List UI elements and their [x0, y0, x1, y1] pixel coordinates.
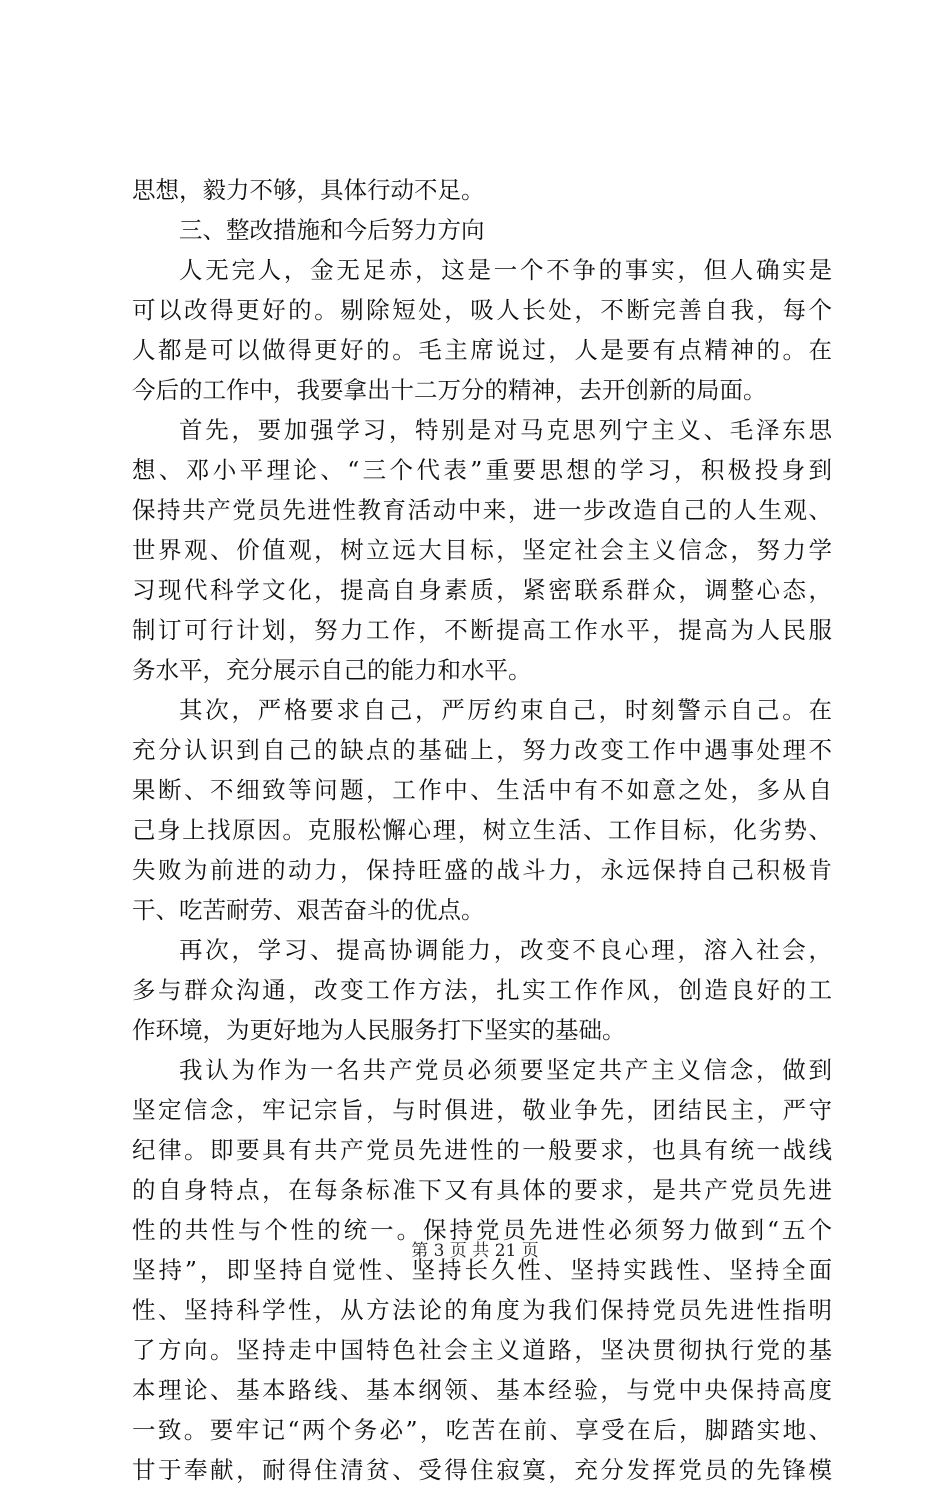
text-line: 的自身特点，在每条标准下又有具体的要求，是共产党员先进: [132, 1176, 832, 1204]
text-line: 今后的工作中，我要拿出十二万分的精神，去开创新的局面。: [132, 376, 767, 404]
text-line: 一致。要牢记“两个务必”，吃苦在前、享受在后，脚踏实地、: [132, 1416, 832, 1444]
text-line: 多与群众沟通，改变工作方法，扎实工作作风，创造良好的工: [132, 976, 832, 1004]
text-line: 务水平，充分展示自己的能力和水平。: [132, 656, 532, 684]
text-line: 我认为作为一名共产党员必须要坚定共产主义信念，做到: [179, 1056, 832, 1084]
text-line: 首先，要加强学习，特别是对马克思列宁主义、毛泽东思: [179, 416, 832, 444]
text-line: 干、吃苦耐劳、艰苦奋斗的优点。: [132, 896, 485, 924]
text-line: 习现代科学文化，提高自身素质，紧密联系群众，调整心态，: [132, 576, 832, 604]
document-body: [132, 170, 832, 1490]
text-line: 想、邓小平理论、“三个代表”重要思想的学习，积极投身到: [132, 456, 832, 484]
text-line: 人无完人，金无足赤，这是一个不争的事实，但人确实是: [179, 256, 832, 284]
text-line: 坚定信念，牢记宗旨，与时俱进，敬业争先，团结民主，严守: [132, 1096, 832, 1124]
text-line: 三、整改措施和今后努力方向: [179, 216, 485, 244]
text-line: 人都是可以做得更好的。毛主席说过，人是要有点精神的。在: [132, 336, 832, 364]
text-line: 再次，学习、提高协调能力，改变不良心理，溶入社会，: [179, 936, 832, 964]
text-line: 本理论、基本路线、基本纲领、基本经验，与党中央保持高度: [132, 1376, 832, 1404]
text-line: 纪律。即要具有共产党员先进性的一般要求，也具有统一战线: [132, 1136, 832, 1164]
text-line: 性的共性与个性的统一。保持党员先进性必须努力做到“五个: [132, 1216, 832, 1244]
text-line: 可以改得更好的。剔除短处，吸人长处，不断完善自我，每个: [132, 296, 832, 324]
text-line: 坚持”，即坚持自觉性、坚持长久性、坚持实践性、坚持全面: [132, 1256, 832, 1284]
text-line: 果断、不细致等问题，工作中、生活中有不如意之处，多从自: [132, 776, 832, 804]
text-line: 思想，毅力不够，具体行动不足。: [132, 176, 485, 204]
text-line: 甘于奉献，耐得住清贫、受得住寂寞，充分发挥党员的先锋模: [132, 1456, 832, 1484]
text-line: 性、坚持科学性，从方法论的角度为我们保持党员先进性指明: [132, 1296, 832, 1324]
page-number-footer: 第 3 页 共 21 页: [411, 1241, 539, 1261]
text-line: 其次，严格要求自己，严厉约束自己，时刻警示自己。在: [179, 696, 832, 724]
text-line: 作环境，为更好地为人民服务打下坚实的基础。: [132, 1016, 626, 1044]
text-line: 保持共产党员先进性教育活动中来，进一步改造自己的人生观、: [132, 496, 832, 524]
text-line: 充分认识到自己的缺点的基础上，努力改变工作中遇事处理不: [132, 736, 832, 764]
text-line: 己身上找原因。克服松懈心理，树立生活、工作目标，化劣势、: [132, 816, 832, 844]
text-line: 失败为前进的动力，保持旺盛的战斗力，永远保持自己积极肯: [132, 856, 832, 884]
text-line: 世界观、价值观，树立远大目标，坚定社会主义信念，努力学: [132, 536, 832, 564]
text-line: 制订可行计划，努力工作，不断提高工作水平，提高为人民服: [132, 616, 832, 644]
text-line: 了方向。坚持走中国特色社会主义道路，坚决贯彻执行党的基: [132, 1336, 832, 1364]
